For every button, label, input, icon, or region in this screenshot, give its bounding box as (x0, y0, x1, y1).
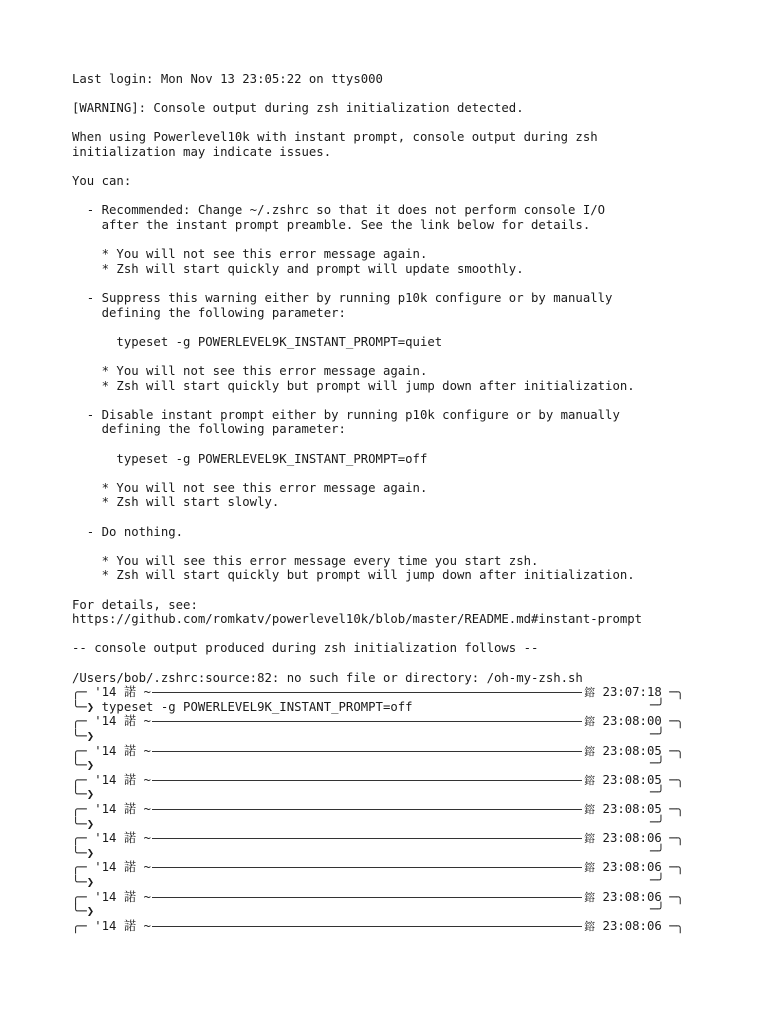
terminal-line: * You will not see this error message again. (72, 480, 428, 495)
prompt-end-corner: ─╯ (650, 785, 665, 800)
terminal-line: * Zsh will start quickly and prompt will update smoothly. (72, 261, 524, 276)
prompt-time: 23:08:06 (595, 831, 670, 846)
terminal-line: For details, see: (72, 597, 198, 612)
terminal-line: initialization may indicate issues. (72, 145, 332, 159)
prompt-command: ╰─❯ (72, 758, 95, 773)
prompt-right-corner: ─╮ (669, 714, 684, 729)
prompt-line (72, 831, 684, 846)
terminal-line: * Zsh will start quickly but prompt will jump down after initialization. (72, 568, 635, 583)
prompt-end-corner: ─╯ (650, 902, 665, 917)
prompt-command: ╰─❯ (72, 729, 95, 743)
prompt-left-segment: ╭─ '14 諾 ~ (72, 860, 151, 875)
prompt-time-segment (584, 890, 684, 905)
terminal-line: * You will see this error message every time you start zsh. (72, 553, 539, 568)
prompt-time-segment (584, 802, 684, 817)
prompt-ruler (152, 838, 582, 839)
prompt-ruler (152, 897, 582, 898)
prompt-left-segment: ╭─ '14 諾 ~ (72, 831, 151, 846)
prompt-left-segment: ╭─ '14 諾 ~ (72, 714, 151, 729)
prompt-line (72, 919, 684, 934)
clock-icon: 鎔 (584, 861, 596, 875)
prompt-line (72, 802, 684, 817)
terminal-line: - Disable instant prompt either by running p10k configure or by manually (72, 407, 620, 422)
prompt-time-segment (584, 685, 684, 700)
prompt-right-corner: ─╮ (669, 802, 684, 816)
prompt-ruler (152, 692, 582, 693)
prompt-time: 23:08:00 (595, 714, 670, 729)
clock-icon: 鎔 (584, 686, 596, 700)
prompt-end-corner: ─╯ (650, 843, 665, 858)
prompt-left-segment: ╭─ '14 諾 ~ (72, 918, 151, 933)
terminal-line: typeset -g POWERLEVEL9K_INSTANT_PROMPT=quiet (72, 334, 443, 349)
prompt-right-corner: ─╮ (669, 918, 684, 933)
prompt-command: ╰─❯ (72, 787, 95, 802)
terminal-line: You can: (72, 174, 132, 189)
terminal-line: - Suppress this warning either by running p10k configure or by manually (72, 291, 613, 305)
prompt-time-segment (584, 831, 684, 846)
prompt-input-line[interactable] (72, 787, 684, 802)
prompt-time: 23:08:06 (595, 918, 670, 933)
prompt-line (72, 685, 684, 700)
prompt-ruler (152, 721, 582, 722)
prompt-input-line[interactable] (72, 843, 684, 861)
prompt-command: ╰─❯ (72, 816, 95, 831)
clock-icon: 鎔 (584, 744, 596, 758)
prompt-end-corner: ─╯ (650, 814, 665, 829)
terminal-line: * Zsh will start quickly but prompt will jump down after initialization. (72, 378, 635, 393)
prompt-right-corner: ─╮ (669, 889, 684, 904)
prompt-time-segment (584, 860, 684, 875)
prompt-right-corner: ─╮ (669, 772, 684, 787)
prompt-end-corner: ─╯ (650, 756, 665, 771)
terminal-line: Last login: Mon Nov 13 23:05:22 on ttys000 (72, 72, 383, 86)
clock-icon: 鎔 (584, 803, 596, 816)
clock-icon: 鎔 (584, 773, 596, 787)
terminal-line: https://github.com/romkatv/powerlevel10k/blob/master/README.md#instant-prompt (72, 612, 643, 627)
clock-icon: 鎔 (584, 715, 596, 729)
prompt-left-segment: ╭─ '14 諾 ~ (72, 772, 151, 787)
prompt-command: ╰─❯ (72, 904, 95, 919)
prompt-command: ╰─❯ (72, 875, 95, 889)
prompt-end-corner: ─╯ (650, 697, 665, 712)
prompt-right-corner: ─╮ (669, 743, 684, 758)
prompt-time: 23:08:06 (595, 860, 670, 875)
prompt-time: 23:08:05 (595, 772, 670, 787)
terminal-line: defining the following parameter: (72, 305, 346, 320)
prompt-time: 23:08:06 (595, 889, 670, 904)
prompt-end-corner: ─╯ (650, 873, 665, 887)
prompt-end-corner: ─╯ (650, 727, 665, 741)
terminal-line: - Recommended: Change ~/.zshrc so that it does not perform console I/O (72, 203, 606, 218)
prompt-left-segment: ╭─ '14 諾 ~ (72, 802, 151, 816)
terminal-line: When using Powerlevel10k with instant prompt, console output during zsh (72, 130, 598, 145)
terminal-line: -- console output produced during zsh initialization follows -- (72, 641, 539, 656)
prompt-left-segment: ╭─ '14 諾 ~ (72, 889, 151, 904)
terminal-line: after the instant prompt preamble. See the link below for details. (72, 218, 591, 232)
prompt-ruler (152, 751, 582, 752)
prompt-ruler (152, 867, 582, 868)
terminal-line: - Do nothing. (72, 524, 184, 539)
prompt-time-segment (584, 773, 684, 788)
prompt-line (72, 860, 684, 875)
clock-icon: 鎔 (584, 890, 596, 904)
prompt-time: 23:08:05 (595, 743, 670, 758)
clock-icon: 鎔 (584, 919, 596, 933)
prompt-line (72, 773, 684, 788)
prompt-command: ╰─❯ (72, 845, 95, 860)
prompt-right-corner: ─╮ (669, 685, 684, 700)
terminal-line: * Zsh will start slowly. (72, 495, 280, 510)
prompt-line (72, 744, 684, 759)
prompt-right-corner: ─╮ (669, 860, 684, 875)
terminal-line: * You will not see this error message again. (72, 247, 428, 262)
prompt-right-corner: ─╮ (669, 831, 684, 846)
terminal-line: * You will not see this error message again. (72, 364, 428, 378)
terminal-line: defining the following parameter: (72, 422, 346, 437)
prompt-input-line[interactable] (72, 758, 684, 773)
prompt-time-segment (584, 714, 684, 729)
prompt-ruler (152, 926, 582, 927)
prompt-input-line[interactable] (72, 814, 684, 832)
prompt-input-line[interactable] (72, 875, 684, 890)
prompt-left-segment: ╭─ '14 諾 ~ (72, 685, 151, 700)
prompt-input-line[interactable] (72, 904, 684, 919)
prompt-time: 23:08:05 (595, 802, 670, 816)
prompt-ruler (152, 809, 582, 810)
terminal-line: typeset -g POWERLEVEL9K_INSTANT_PROMPT=off (72, 451, 428, 466)
prompt-input-line[interactable] (72, 729, 684, 744)
prompt-left-segment: ╭─ '14 諾 ~ (72, 743, 151, 758)
prompt-ruler (152, 780, 582, 781)
prompt-time: 23:07:18 (595, 685, 670, 700)
prompt-time-segment (584, 919, 684, 934)
clock-icon: 鎔 (584, 832, 596, 846)
prompt-line (72, 890, 684, 905)
prompt-time-segment (584, 744, 684, 759)
terminal-line: [WARNING]: Console output during zsh initialization detected. (72, 101, 524, 116)
prompt-input-line[interactable] (72, 697, 684, 715)
prompt-line (72, 714, 684, 729)
terminal-line: /Users/bob/.zshrc:source:82: no such file or directory: /oh-my-zsh.sh (72, 670, 583, 685)
prompt-command: ╰─❯ typeset -g POWERLEVEL9K_INSTANT_PROMPT=off (72, 699, 413, 714)
